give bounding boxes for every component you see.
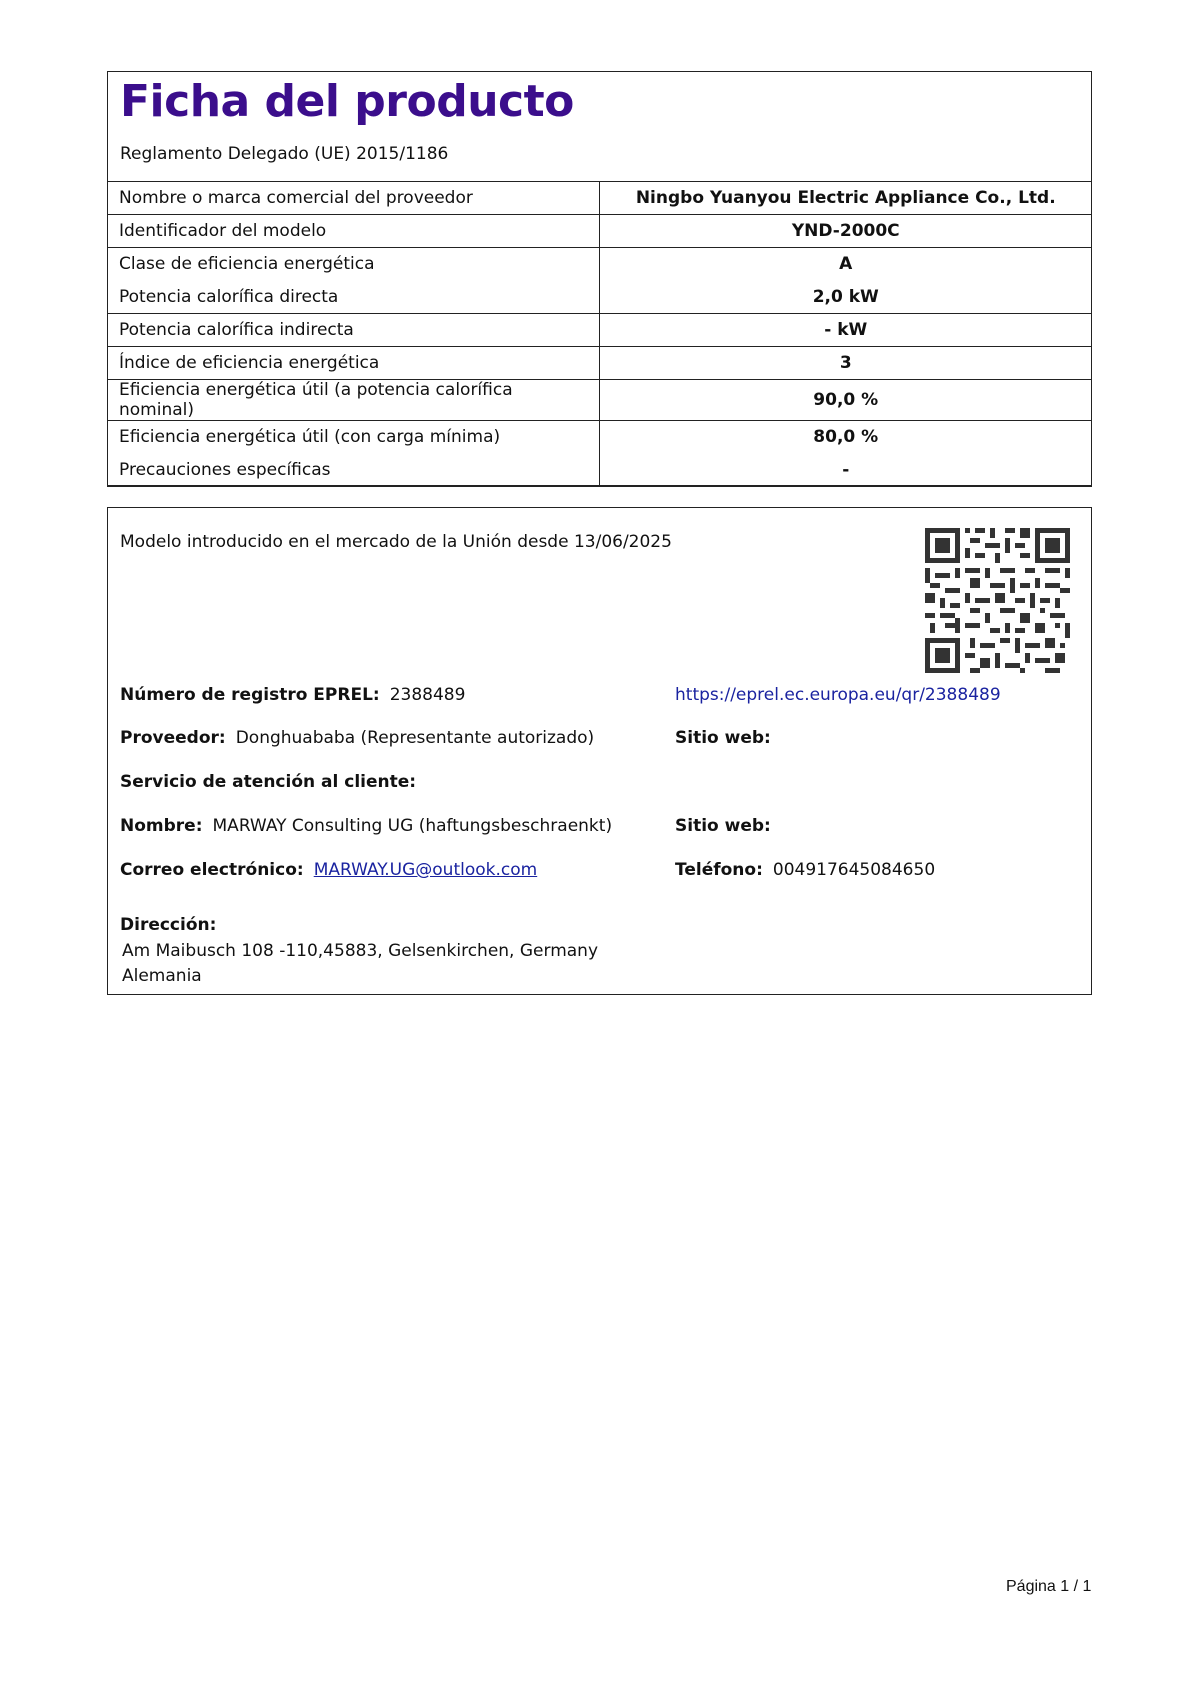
- spec-table: [107, 181, 1092, 487]
- eprel-row: [120, 685, 465, 705]
- table-row: [107, 380, 1092, 421]
- spec-value: Ningbo Yuanyou Electric Appliance Co., Ltd.: [599, 182, 1092, 215]
- name-label: Nombre:: [120, 816, 203, 836]
- phone-row: [675, 860, 935, 880]
- spec-label: Precauciones específicas: [107, 454, 599, 487]
- email-label: Correo electrónico:: [120, 860, 304, 880]
- table-row: [107, 248, 1092, 281]
- table-row: [107, 281, 1092, 314]
- spec-value: 80,0 %: [599, 421, 1092, 454]
- qr-code-icon: [925, 528, 1070, 673]
- address-label-text: Dirección:: [120, 915, 217, 935]
- spec-label: Eficiencia energética útil (con carga mínima): [107, 421, 599, 454]
- supplier-row: [120, 728, 594, 748]
- email-link[interactable]: MARWAY.UG@outlook.com: [313, 860, 538, 880]
- spec-value: YND-2000C: [599, 215, 1092, 248]
- supplier-value: Donghuababa (Representante autorizado): [235, 728, 595, 748]
- address-line-1: Am Maibusch 108 -110,45883, Gelsenkirchen, Germany: [122, 941, 598, 961]
- spec-value: - kW: [599, 314, 1092, 347]
- email-row: [120, 860, 537, 880]
- table-row: [107, 421, 1092, 454]
- service-name-row: [120, 816, 612, 836]
- table-row: [107, 182, 1092, 215]
- table-row: [107, 215, 1092, 248]
- spec-label: Identificador del modelo: [107, 215, 599, 248]
- spec-label: Potencia calorífica indirecta: [107, 314, 599, 347]
- service-website-row: [675, 816, 781, 836]
- supplier-label: Proveedor:: [120, 728, 226, 748]
- registration-section: [107, 507, 1092, 995]
- spec-value: 90,0 %: [599, 380, 1092, 421]
- eprel-number: 2388489: [389, 685, 466, 705]
- market-date-text: Modelo introducido en el mercado de la Unión desde 13/06/2025: [120, 532, 672, 552]
- spec-label: Eficiencia energética útil (a potencia calorífica nominal): [107, 380, 599, 421]
- product-sheet: [107, 71, 1092, 486]
- spec-value: A: [599, 248, 1092, 281]
- spec-label: Potencia calorífica directa: [107, 281, 599, 314]
- supplier-website-row: [675, 728, 781, 748]
- customer-service-heading: [120, 772, 426, 792]
- spec-value: -: [599, 454, 1092, 487]
- spec-label: Índice de eficiencia energética: [107, 347, 599, 380]
- customer-service-label: Servicio de atención al cliente:: [120, 772, 417, 792]
- website-label: Sitio web:: [675, 816, 771, 836]
- eprel-link[interactable]: https://eprel.ec.europa.eu/qr/2388489: [675, 685, 1001, 705]
- table-row: [107, 314, 1092, 347]
- spec-label: Clase de eficiencia energética: [107, 248, 599, 281]
- page-title: Ficha del producto: [120, 76, 574, 127]
- phone-value: 004917645084650: [772, 860, 936, 880]
- name-value: MARWAY Consulting UG (haftungsbeschraenkt): [212, 816, 613, 836]
- address-label: [120, 915, 226, 935]
- spec-value: 3: [599, 347, 1092, 380]
- regulation-reference: Reglamento Delegado (UE) 2015/1186: [120, 144, 449, 164]
- eprel-label: Número de registro EPREL:: [120, 685, 380, 705]
- website-label: Sitio web:: [675, 728, 771, 748]
- address-line-2: Alemania: [122, 966, 202, 986]
- page-number: Página 1 / 1: [1006, 1578, 1092, 1595]
- table-row: [107, 454, 1092, 487]
- spec-value: 2,0 kW: [812, 286, 879, 307]
- spec-label: Nombre o marca comercial del proveedor: [107, 182, 599, 215]
- table-row: [107, 347, 1092, 380]
- phone-label: Teléfono:: [675, 860, 763, 880]
